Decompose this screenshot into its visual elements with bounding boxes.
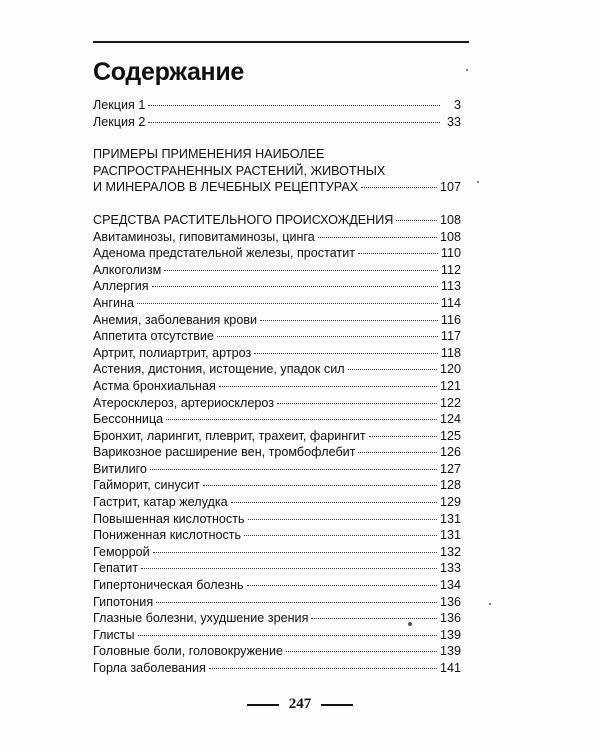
toc-entry-label: Алкоголизм [93,262,162,277]
dot-leader [148,105,440,106]
toc-entry[interactable] [93,361,461,378]
toc-entry-label: Повышенная кислотность [93,511,245,526]
toc-entry-label: Варикозное расширение вен, тромбофлебит [93,445,356,460]
toc-entry[interactable] [93,444,461,461]
toc-entry-label: СРЕДСТВА РАСТИТЕЛЬНОГО ПРОИСХОЖДЕНИЯ [93,212,394,227]
toc-entry-page: 116 [440,312,461,327]
print-speck [477,181,479,183]
toc-entry[interactable] [93,229,461,246]
toc-entry-label: Астма бронхиальная [93,378,216,393]
toc-entry-label: Аденома предстательной железы, простатит [93,246,355,261]
toc-entry[interactable] [93,594,461,611]
toc-entry[interactable] [93,295,461,312]
toc-entry[interactable] [93,378,461,395]
dot-leader [148,122,440,123]
table-of-contents [93,97,461,677]
page-title: Содержание [93,58,245,86]
toc-entry-page: 136 [439,594,461,609]
toc-entry[interactable] [93,577,461,594]
toc-section-heading-examples[interactable] [93,146,461,196]
toc-entry-page: 124 [439,412,461,427]
toc-entry-label: Пониженная кислотность [93,528,242,543]
toc-entry-page: 131 [439,511,461,526]
toc-entry-lecture-2[interactable] [93,114,461,131]
toc-entry[interactable] [93,627,461,644]
dot-leader [348,369,437,370]
dot-leader [277,403,437,404]
toc-entry-lecture-1[interactable] [93,97,461,114]
toc-entry[interactable] [93,428,461,445]
dot-leader [137,303,438,304]
dot-leader [247,585,437,586]
toc-entry-page: 108 [439,229,461,244]
toc-section-heading-plant-remedies[interactable] [93,212,461,229]
toc-entry-label: Анемия, заболевания крови [93,312,258,327]
print-speck [408,622,412,626]
section-heading-line: И МИНЕРАЛОВ В ЛЕЧЕБНЫХ РЕЦЕПТУРАХ [93,180,359,195]
footer-dash-right [321,704,353,706]
dot-leader [209,668,437,669]
footer-page-number: 247 [288,696,312,712]
toc-entry-label: Аппетита отсутствие [93,329,214,344]
dot-leader [396,220,437,221]
toc-entry-label: Гипертоническая болезнь [93,578,244,593]
toc-entry-label: Горла заболевания [93,661,206,675]
section-heading-line: ПРИМЕРЫ ПРИМЕНЕНИЯ НАИБОЛЕЕ [93,147,325,162]
dot-leader [248,519,437,520]
toc-entry-page: 122 [439,395,461,410]
dot-leader [260,320,438,321]
toc-entry-label: Геморрой [93,544,150,559]
toc-entry-page: 117 [440,329,461,344]
section-heading-line: РАСПРОСТРАНЕННЫХ РАСТЕНИЙ, ЖИВОТНЫХ [93,163,386,178]
toc-entry[interactable] [93,278,461,295]
toc-entry-page: 108 [439,212,461,227]
dot-leader [141,568,437,569]
dot-leader [166,419,437,420]
toc-entry[interactable] [93,345,461,362]
dot-leader [217,336,438,337]
toc-entry-page: 107 [439,180,461,195]
dot-leader [153,552,437,553]
toc-entry-page: 120 [439,362,461,377]
toc-entry-page: 114 [440,295,461,310]
toc-entry-label: Гепатит [93,561,139,576]
spacer [93,196,461,212]
toc-entry-label: Глазные болезни, ухудшение зрения [93,611,309,626]
toc-entry[interactable] [93,395,461,412]
toc-entry-page: 121 [439,378,461,393]
toc-entry[interactable] [93,527,461,544]
toc-entry-label: Витилиго [93,461,147,476]
dot-leader [244,535,437,536]
toc-entry-page: 112 [440,262,461,277]
toc-entry-page: 129 [439,495,461,510]
toc-entry[interactable] [93,312,461,329]
dot-leader [358,253,438,254]
toc-entry[interactable] [93,411,461,428]
print-speck [489,603,491,605]
toc-entry-page: 110 [440,246,461,261]
toc-entry-label: Бессонница [93,412,164,427]
toc-entry-label: Авитаминозы, гиповитаминозы, цинга [93,229,315,244]
print-speck [466,69,468,71]
toc-entry[interactable] [93,610,461,627]
dot-leader [150,469,437,470]
toc-entry[interactable] [93,245,461,262]
toc-entry-label: Артрит, полиартрит, артроз [93,345,252,360]
dot-leader [369,436,437,437]
toc-entry-label: Лекция 2 [93,114,146,129]
toc-entry-page: 113 [440,279,461,294]
toc-entry-page: 139 [439,644,461,659]
dot-leader [138,635,437,636]
dot-leader [358,452,437,453]
dot-leader [203,485,437,486]
toc-entry-page: 133 [439,561,461,576]
dot-leader [361,187,437,188]
toc-entry-label: Гастрит, катар желудка [93,495,228,510]
toc-entry-page: 125 [439,428,461,443]
top-rule [93,41,469,43]
toc-entry-label: Астения, дистония, истощение, упадок сил [93,362,345,377]
dot-leader [152,286,438,287]
dot-leader [286,651,437,652]
toc-entry-list [93,229,461,677]
dot-leader [219,386,437,387]
toc-entry-label: Гайморит, синусит [93,478,200,493]
toc-entry-page: 118 [440,345,461,360]
toc-entry-label: Головные боли, головокружение [93,644,284,659]
dot-leader [164,270,438,271]
toc-entry[interactable] [93,511,461,528]
dot-leader [318,237,437,238]
toc-entry-page: 132 [439,544,461,559]
dot-leader [231,502,437,503]
toc-entry-label: Ангина [93,295,134,310]
toc-entry-page: 33 [446,114,461,129]
toc-entry-label: Лекция 1 [93,98,146,112]
dot-leader [311,618,437,619]
toc-entry-page: 128 [439,478,461,493]
toc-entry[interactable] [93,262,461,279]
footer-dash-left [247,704,279,706]
toc-entry[interactable] [93,544,461,561]
toc-entry-page: 139 [439,627,461,642]
toc-entry-label: Аллергия [93,279,149,294]
toc-entry-page: 136 [439,611,461,626]
toc-entry-label: Глисты [93,627,135,642]
toc-entry-page: 3 [453,98,461,112]
toc-entry-page: 126 [439,445,461,460]
toc-entry-label: Атеросклероз, артериосклероз [93,395,275,410]
dot-leader [254,353,438,354]
toc-entry[interactable] [93,660,461,677]
toc-entry[interactable] [93,560,461,577]
section-heading-last-line [93,179,461,196]
toc-entry[interactable] [93,328,461,345]
toc-entry[interactable] [93,494,461,511]
toc-entry-page: 134 [439,578,461,593]
toc-entry-label: Гипотония [93,594,154,609]
toc-entry-page: 131 [439,528,461,543]
toc-entry-page: 141 [439,661,461,675]
spacer [93,130,461,146]
toc-entry[interactable] [93,643,461,660]
dot-leader [156,602,437,603]
toc-entry[interactable] [93,477,461,494]
toc-entry-label: Бронхит, ларингит, плеврит, трахеит, фарингит [93,428,366,443]
toc-entry-page: 127 [439,461,461,476]
page-number-footer [0,696,600,713]
toc-entry[interactable] [93,461,461,478]
